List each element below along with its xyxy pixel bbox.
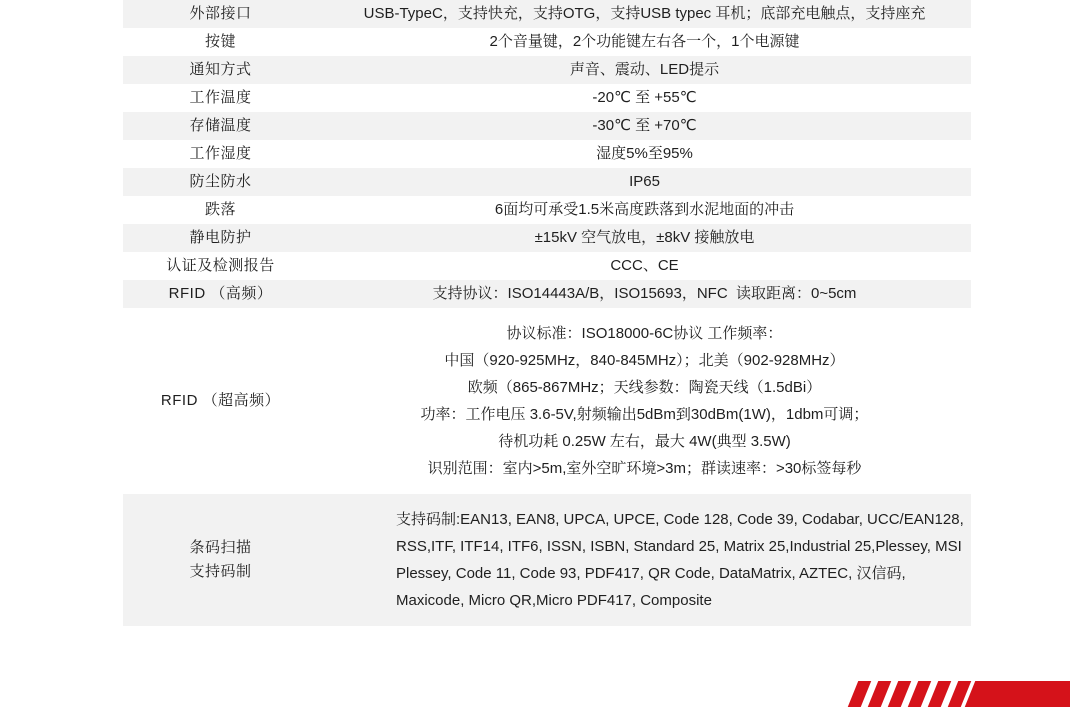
table-row: [123, 28, 971, 56]
row-label-line: 外部接口: [189, 5, 252, 22]
row-label-line: 防尘防水: [189, 173, 252, 190]
stripe-solid: [965, 681, 1070, 707]
row-value: [318, 140, 971, 168]
row-label: [123, 0, 318, 28]
row-label-line: 认证及检测报告: [166, 257, 275, 274]
row-value-line: IP65: [629, 173, 660, 190]
row-label: [123, 308, 318, 494]
row-label: [123, 252, 318, 280]
row-label-line: 工作温度: [189, 89, 252, 106]
row-value: [318, 494, 974, 626]
row-label-line: 条码扫描: [189, 539, 252, 556]
stripe-2: [928, 681, 952, 707]
row-value-line: 待机功耗 0.25W 左右，最大 4W(典型 3.5W): [498, 433, 791, 450]
row-value: [318, 168, 971, 196]
table-row: [123, 494, 971, 626]
stripe-6: [848, 681, 872, 707]
row-value-line: 声音、震动、LED提示: [569, 61, 720, 78]
row-value-line: 6面均可承受1.5米高度跌落到水泥地面的冲击: [494, 201, 795, 218]
row-value-line: CCC、CE: [610, 257, 679, 274]
row-label: [123, 168, 318, 196]
table-row: [123, 56, 971, 84]
row-value-line: USB-TypeC，支持快充，支持OTG，支持USB typec 耳机；底部充电触点，支持座充: [363, 5, 926, 22]
row-label: [123, 494, 318, 626]
table-row: [123, 252, 971, 280]
row-value-line: ±15kV 空气放电，±8kV 接触放电: [534, 229, 755, 246]
stripe-3: [908, 681, 932, 707]
row-label: [123, 28, 318, 56]
row-value-line: Maxicode, Micro QR,Micro PDF417, Composite: [396, 592, 712, 609]
row-value-line: 识别范围：室内>5m,室外空旷环境>3m；群读速率：>30标签每秒: [427, 460, 862, 477]
row-label: [123, 112, 318, 140]
table-row: [123, 308, 971, 494]
row-value-line: 中国（920-925MHz，840-845MHz）；北美（902-928MHz）: [444, 352, 845, 369]
row-value-line: -20℃ 至 +55℃: [592, 89, 697, 106]
row-label: [123, 224, 318, 252]
row-value-line: 功率：工作电压 3.6-5V,射频输出5dBm到30dBm(1W)，1dbm可调；: [420, 406, 869, 423]
row-label-line: 支持码制: [189, 563, 252, 580]
row-value: [318, 0, 971, 28]
row-label-line: 静电防护: [189, 229, 252, 246]
row-value-line: 支持协议：ISO14443A/B，ISO15693，NFC 读取距离：0~5cm: [432, 285, 857, 302]
table-row: [123, 168, 971, 196]
row-value-line: 支持码制:EAN13, EAN8, UPCA, UPCE, Code 128, Code 39, Codabar, UCC/EAN128,: [396, 511, 964, 528]
row-label-line: 跌落: [204, 201, 236, 218]
table-row: [123, 140, 971, 168]
table-row: [123, 224, 971, 252]
stripe-4: [888, 681, 912, 707]
row-value-line: 协议标准：ISO18000-6C协议 工作频率：: [506, 325, 783, 342]
row-label-line: 按键: [204, 33, 236, 50]
table-row: [123, 0, 971, 28]
decorative-stripes: [840, 665, 1070, 707]
row-value: [318, 84, 971, 112]
table-row: [123, 196, 971, 224]
row-value: [318, 224, 971, 252]
stripe-5: [868, 681, 892, 707]
row-label-line: 存储温度: [189, 117, 252, 134]
row-value: [318, 308, 971, 494]
row-label: [123, 280, 318, 308]
row-label: [123, 56, 318, 84]
row-value-line: 2个音量键，2个功能键左右各一个，1个电源键: [489, 33, 800, 50]
row-value-line: 湿度5%至95%: [596, 145, 693, 162]
row-value: [318, 28, 971, 56]
table-row: [123, 280, 971, 308]
row-label-line: RFID （超高频）: [160, 392, 281, 409]
row-label: [123, 140, 318, 168]
row-label: [123, 84, 318, 112]
row-label: [123, 196, 318, 224]
row-value-line: Plessey, Code 11, Code 93, PDF417, QR Code, DataMatrix, AZTEC, 汉信码,: [396, 565, 906, 582]
table-row: [123, 112, 971, 140]
row-value-line: 欧频（865-867MHz；天线参数：陶瓷天线（1.5dBi）: [467, 379, 822, 396]
row-value: [318, 56, 971, 84]
row-value-line: -30℃ 至 +70℃: [592, 117, 697, 134]
row-label-line: 工作湿度: [189, 145, 252, 162]
table-row: [123, 84, 971, 112]
row-value-line: RSS,ITF, ITF14, ITF6, ISSN, ISBN, Standard 25, Matrix 25,Industrial 25,Plessey, MSI: [396, 538, 962, 555]
row-value: [318, 112, 971, 140]
row-value: [318, 280, 971, 308]
row-value: [318, 196, 971, 224]
row-label-line: RFID （高频）: [168, 285, 273, 302]
specification-table: [123, 0, 971, 626]
row-label-line: 通知方式: [189, 61, 252, 78]
row-value: [318, 252, 971, 280]
